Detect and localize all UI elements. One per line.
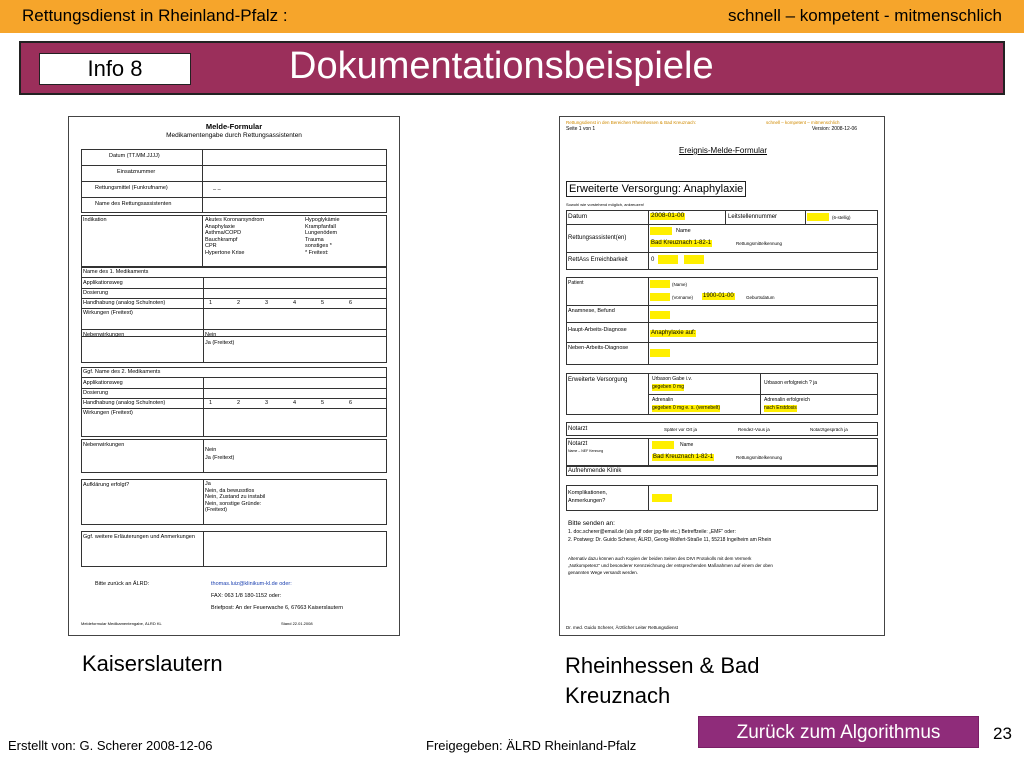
caption-kaiserslautern: Kaiserslautern bbox=[82, 651, 223, 676]
neben2-nein: Nein bbox=[205, 447, 217, 453]
ev-label: Erweiterte Versorgung bbox=[568, 377, 628, 383]
ra-value: Bad Kreuznach 1-82-1 bbox=[651, 240, 712, 246]
scale2-4: 4 bbox=[293, 400, 297, 406]
indikation-item: Anaphylaxie bbox=[205, 223, 235, 230]
med2-dosierung: Dosierung bbox=[83, 390, 109, 396]
send-line-2: 2. Postweg: Dr. Guido Scherer, ÄLRD, Georg-Wolfert-Straße 11, 55218 Ingelheim am Rhein bbox=[568, 537, 772, 543]
notarzt2-block bbox=[566, 438, 878, 466]
neben1-ja: Ja (Freitext) bbox=[205, 340, 235, 346]
med1-handhabung: Handhabung (analog Schulnoten) bbox=[83, 300, 166, 306]
alt-line-1: Alternativ dazu können auch Kopien der beiden Seiten des DIVI Protokolls mit dem Vermerk bbox=[568, 556, 752, 561]
med2-label: Ggf. Name des 2. Medikaments bbox=[83, 369, 161, 375]
right-doc-topline-right: schnell – kompetent – mitmenschlich bbox=[766, 120, 840, 125]
med2-wirkungen: Wirkungen (Freitext) bbox=[83, 410, 133, 416]
erlaeuterung-label: Ggf. weitere Erläuterungen und Anmerkungen bbox=[83, 534, 195, 540]
leitstelle-hint: (6-stellig) bbox=[832, 215, 851, 220]
left-doc-title: Melde-Formular bbox=[205, 122, 263, 131]
ev-right: Adrenalin erfolgreich bbox=[764, 397, 810, 403]
aufklaerung-option: (Freitext) bbox=[205, 507, 227, 513]
datum-label: Datum bbox=[568, 213, 588, 220]
right-doc-signature: Dr. med. Guido Scherer, Ärztlicher Leiter Rettungsdienst bbox=[566, 625, 679, 630]
ra-name-label: Name bbox=[676, 228, 691, 234]
document-kaiserslautern bbox=[68, 116, 400, 636]
scale-3: 3 bbox=[265, 300, 269, 306]
notarzt2-sub: Name – NEF Kennung bbox=[568, 449, 604, 453]
right-doc-seite: Seite 1 von 1 bbox=[566, 126, 596, 132]
scale-2: 2 bbox=[237, 300, 241, 306]
klinik-label: Aufnehmende Klinik bbox=[568, 468, 622, 474]
send-label: Bitte zurück an ÄLRD: bbox=[95, 581, 150, 587]
left-doc-footer-right: Stand 22.01.2008 bbox=[281, 621, 313, 626]
send-fax: FAX: 063 1/8 180-1152 oder: bbox=[211, 593, 282, 599]
indikation-item: Hypoglykämie bbox=[305, 217, 340, 223]
notarzt-label: Notarzt bbox=[568, 426, 588, 432]
leitstelle-field bbox=[807, 213, 829, 221]
aufklaerung-label: Aufklärung erfolgt? bbox=[83, 482, 130, 488]
neben1-nein: Nein bbox=[205, 332, 217, 338]
patient-block bbox=[566, 277, 878, 365]
indikation-item: Akutes Koronarsyndrom bbox=[205, 217, 264, 223]
aufklaerung-option: Nein, sonstige Gründe: bbox=[205, 500, 262, 507]
neben2-ja: Ja (Freitext) bbox=[205, 455, 235, 461]
ev-item: Urbason Gabe i.v. bbox=[652, 376, 692, 382]
indikation-label: Indikation bbox=[83, 217, 107, 223]
row-rettungsmittel: Rettungsmittel (Funkrufname) bbox=[95, 185, 168, 191]
ra-label: Rettungsassistent(en) bbox=[568, 235, 627, 241]
erreichbarkeit-value: 0 bbox=[651, 257, 655, 263]
neben2-label: Nebenwirkungen bbox=[83, 442, 125, 448]
slide-title: Dokumentationsbeispiele bbox=[289, 45, 714, 87]
ev-right: Urbason erfolgreich ? ja bbox=[764, 380, 818, 386]
hauptdiagnose-value: Anaphylaxie auf: bbox=[651, 330, 696, 336]
indikation-item: * Freitext: bbox=[305, 249, 329, 256]
header-tagline: schnell – kompetent - mitmenschlich bbox=[727, 6, 1002, 25]
notarzt-option: Rendez-Vous ja bbox=[738, 427, 770, 432]
notarzt2-value: Bad Kreuznach 1-82-1 bbox=[653, 454, 714, 460]
indikation-item: Bauchkrampf bbox=[205, 236, 238, 243]
send-title: Bitte senden an: bbox=[568, 520, 615, 527]
geburtsdatum-value: 1900-01-00 bbox=[703, 293, 734, 299]
ev-item: gegeben 0 mg e. s. (vernebelt) bbox=[652, 405, 721, 411]
footer-approved-by: Freigegeben: ÄLRD Rheinland-Pfalz bbox=[426, 738, 637, 753]
patient-name: (Name) bbox=[672, 282, 688, 287]
indikation-item: Krampfanfall bbox=[305, 223, 336, 230]
med1-label: Name des 1. Medikaments bbox=[83, 269, 149, 275]
med2-handhabung: Handhabung (analog Schulnoten) bbox=[83, 400, 166, 406]
row-datum: Datum (TT.MM.JJJJ) bbox=[109, 153, 160, 159]
ra-rm-label: Rettungsmittelkennung bbox=[736, 241, 783, 246]
indikation-item: sonstiges * bbox=[305, 243, 332, 249]
row-name-ra: Name des Rettungsassistenten bbox=[95, 201, 172, 207]
alt-line-3: genannten Wege versandt werden. bbox=[568, 570, 638, 575]
notarzt2-label: Notarzt bbox=[568, 441, 588, 447]
ra-name-field bbox=[650, 227, 672, 235]
right-doc-version: Version: 2008-12-06 bbox=[812, 126, 858, 132]
scale-6: 6 bbox=[349, 300, 353, 306]
send-email: thomas.luiz@klinikum-kl.de oder: bbox=[211, 581, 292, 587]
hauptdiagnose-label: Haupt-Arbeits-Diagnose bbox=[568, 327, 627, 333]
indikation-item: Hypertone Krise bbox=[205, 249, 245, 256]
med1-dosierung: Dosierung bbox=[83, 290, 109, 296]
ev-item: gegeben 0 mg bbox=[652, 384, 684, 390]
med1-wirkungen: Wirkungen (Freitext) bbox=[83, 310, 133, 316]
scale-4: 4 bbox=[293, 300, 297, 306]
scale2-2: 2 bbox=[237, 400, 241, 406]
header-left: Rettungsdienst in Rheinland-Pfalz : bbox=[22, 6, 288, 25]
scale2-6: 6 bbox=[349, 400, 353, 406]
notarzt2-name: Name bbox=[680, 442, 694, 448]
row-einsatznummer: Einsatznummer bbox=[117, 169, 156, 175]
ev-item: Adrenalin bbox=[652, 397, 674, 403]
back-to-algorithm-button[interactable]: Zurück zum Algorithmus bbox=[698, 716, 979, 748]
scale-5: 5 bbox=[321, 300, 325, 306]
send-line-1: 1. doc.scherer@email.de (als pdf oder jpg-file etc.) Betreffzeile: „EMF“ oder: bbox=[568, 529, 736, 535]
erreichbarkeit-label: RettAss Erreichbarkeit bbox=[568, 257, 628, 263]
right-doc-note: Sowohl wie vorstehend möglich, ankreuzen! bbox=[566, 202, 645, 207]
send-post: Briefpost: An der Feuerwache 6, 67663 Kaiserslautern bbox=[211, 605, 344, 611]
aufklaerung-option: Nein, da bewusstlos bbox=[205, 487, 255, 494]
med2-applikation: Applikationsweg bbox=[83, 380, 123, 386]
alt-line-2: „Notkompetenz“ und besonderer Kennzeichnung der entsprechenden Maßnahmen auf einem der oben bbox=[568, 563, 773, 568]
indikation-item: Asthma/COPD bbox=[205, 230, 242, 236]
document-rheinhessen bbox=[559, 116, 885, 636]
indikation-item: CPR bbox=[205, 243, 217, 249]
indikation-item: Lungenödem bbox=[305, 230, 338, 236]
caption-rheinhessen: Rheinhessen & Bad Kreuznach bbox=[565, 653, 760, 708]
title-bar bbox=[19, 41, 1005, 95]
info-label: Info 8 bbox=[39, 53, 191, 85]
anamnese-label: Anamnese, Befund bbox=[568, 308, 615, 314]
notarzt-option: Notarztgespräch ja bbox=[810, 427, 848, 432]
left-doc-subtitle: Medikamentengabe durch Rettungsassistenten bbox=[166, 132, 302, 139]
notarzt-option: Später vor Ort ja bbox=[664, 427, 698, 432]
scale2-1: 1 bbox=[209, 400, 213, 406]
scale2-3: 3 bbox=[265, 400, 269, 406]
geburtsdatum-label: Geburtsdatum bbox=[746, 295, 775, 300]
ev-right: nach Erstdosis bbox=[764, 405, 797, 411]
nebendiagnose-label: Neben-Arbeits-Diagnose bbox=[568, 345, 629, 351]
footer-created-by: Erstellt von: G. Scherer 2008-12-06 bbox=[8, 738, 213, 753]
row-funkruf-dashes: – – bbox=[213, 187, 221, 193]
header-bar bbox=[0, 0, 1024, 33]
right-doc-topline-left: Rettungsdienst in den Bereichen Rheinhessen & Bad Kreuznach: bbox=[566, 120, 697, 125]
indikation-item: Trauma bbox=[305, 236, 324, 243]
aufklaerung-option: Nein, Zustand zu instabil bbox=[205, 494, 266, 500]
right-doc-form-title: Ereignis-Melde-Formular bbox=[678, 146, 768, 155]
patient-vorname: (Vorname) bbox=[672, 295, 694, 300]
neben1-label: Nebenwirkungen bbox=[83, 332, 125, 338]
notarzt2-rm-label: Rettungsmittelkennung bbox=[736, 455, 783, 460]
left-doc-footer-left: Meldeformular Medikamentengabe, ÄLRD KL bbox=[81, 621, 162, 626]
scale-1: 1 bbox=[209, 300, 213, 306]
right-doc-subject: Erweiterte Versorgung: Anaphylaxie bbox=[566, 181, 746, 197]
med1-applikation: Applikationsweg bbox=[83, 280, 123, 286]
patient-label: Patient bbox=[568, 280, 584, 286]
leitstelle-label: Leitstellennummer bbox=[728, 214, 778, 220]
datum-value: 2008-01-00 bbox=[651, 212, 685, 219]
komplikationen-label: Komplikationen, Anmerkungen? bbox=[568, 490, 608, 504]
scale2-5: 5 bbox=[321, 400, 325, 406]
page-number: 23 bbox=[993, 724, 1012, 743]
aufklaerung-option: Ja bbox=[205, 481, 211, 487]
